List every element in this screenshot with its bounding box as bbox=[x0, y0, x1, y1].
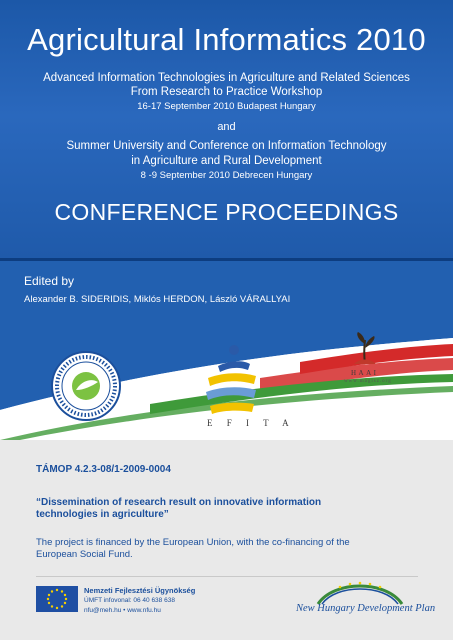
agency-phone: ÚMFT infovonal: 06 40 638 638 bbox=[84, 597, 175, 604]
magisz-seal-logo bbox=[50, 350, 122, 422]
haai-wordmark: HAAI bbox=[351, 369, 379, 377]
summer-date: 8 -9 September 2010 Debrecen Hungary bbox=[140, 170, 313, 181]
workshop-title-line1: Advanced Information Technologies in Agriculture and Related Sciences bbox=[43, 72, 410, 84]
agency-web: nfu@meh.hu • www.nfu.hu bbox=[84, 607, 161, 614]
workshop-title-line2: From Research to Practice Workshop bbox=[130, 86, 323, 98]
main-title: Agricultural Informatics 2010 bbox=[27, 22, 426, 57]
summer-title-line2: in Agriculture and Rural Development bbox=[131, 155, 322, 167]
proceedings-heading: CONFERENCE PROCEEDINGS bbox=[54, 199, 399, 225]
and-connector: and bbox=[217, 121, 236, 133]
project-title: “Dissemination of research result on innovative information technologies in agriculture” bbox=[36, 497, 322, 520]
development-plan-wordmark: New Hungary Development Plan bbox=[296, 603, 436, 614]
edited-by-label: Edited by bbox=[24, 274, 75, 288]
haai-plant-logo bbox=[350, 330, 380, 366]
efita-logo bbox=[198, 344, 262, 416]
efita-wordmark: E F I T A bbox=[207, 418, 295, 428]
workshop-date: 16-17 September 2010 Budapest Hungary bbox=[137, 101, 316, 112]
footer-divider bbox=[36, 576, 418, 577]
editor-names: Alexander B. SIDERIDIS, Miklós HERDON, László VÁRALLYAI bbox=[24, 294, 291, 305]
eu-flag-icon bbox=[36, 586, 78, 612]
summer-title-line1: Summer University and Conference on Information Technology bbox=[66, 140, 387, 152]
haai-url: www.magisz.org bbox=[344, 379, 392, 384]
agency-name: Nemzeti Fejlesztési Ügynökség bbox=[84, 586, 196, 595]
financing-statement: The project is financed by the European Union, with the co-financing of the European Social Fund. bbox=[36, 537, 350, 560]
project-code: TÁMOP 4.2.3-08/1-2009-0004 bbox=[36, 464, 171, 475]
